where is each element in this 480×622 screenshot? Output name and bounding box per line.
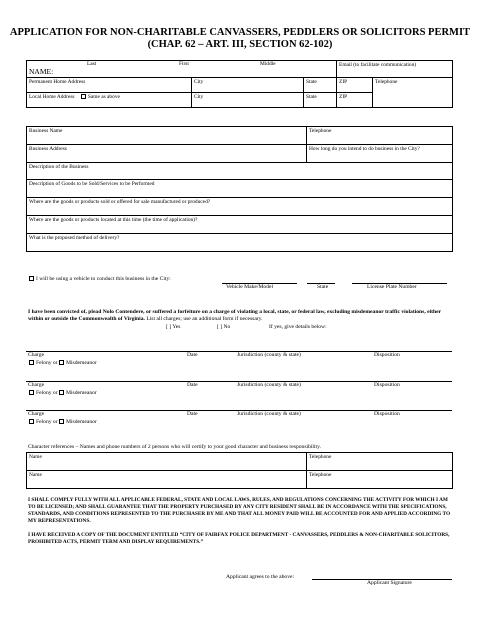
delivery-method-label: What is the proposed method of delivery? (29, 235, 120, 241)
jurisdiction-label: Jurisdiction (county & state) (237, 382, 301, 388)
disposition-label: Disposition (374, 352, 400, 358)
felony-option[interactable]: Felony or Misdemeanor (29, 419, 97, 426)
permanent-address-field[interactable] (27, 78, 192, 93)
vehicle-row (29, 276, 171, 283)
email-field[interactable] (337, 61, 453, 78)
reference-telephone-label: Telephone (309, 454, 332, 460)
conviction-bold-text: I have been convicted of, plead Nolo Contendere, or suffered a forfeiture on a charge of violating a local, state, or federal law, excluding misdemeanor traffic violations, either within or outside the Commonwealth of Virginia. (28, 309, 442, 322)
misdemeanor-checkbox[interactable] (59, 360, 64, 365)
conviction-yes-option[interactable]: [ ] Yes (166, 324, 181, 330)
telephone-label: Telephone (375, 79, 398, 85)
charge-label: Charge (28, 411, 45, 417)
business-address-field[interactable] (27, 145, 307, 163)
middle-label: Middle (260, 61, 276, 67)
where-located-field[interactable] (27, 216, 453, 234)
disposition-label: Disposition (374, 382, 400, 388)
where-manufactured-label: Where are the goods or products sold or offered for sale manufactured or produced? (29, 199, 211, 205)
applicant-table (26, 60, 453, 108)
date-label: Date (187, 352, 198, 358)
compliance-statement: I SHALL COMPLY FULLY WITH ALL APPLICABLE FEDERAL, STATE AND LOCAL LAWS, RULES, AND REGULATIONS CONCERNING THE ACTIVITY FOR WHICH I AM TO BE LICENSED; AND SHALL GUARANTEE THAT THE PROPERTY PURCHASED BY ANY CITY RESIDENT SHALL BE IN ACCORDANCE WITH THE SPECIFICATIONS, STANDARDS, AND CONDITIONS REPRESENTED TO THE PURCHASER BY ME AND THAT ALL MONEY PAID WILL BE ACCOUNTED FOR AND APPLIED ACCORDING TO MY REPRESENTATIONS. (28, 497, 451, 524)
misdemeanor-checkbox[interactable] (59, 390, 64, 395)
form-title: APPLICATION FOR NON-CHARITABLE CANVASSERS, PEDDLERS OR SOLICITORS PERMIT (9, 27, 471, 38)
local-city-label: City (194, 94, 204, 100)
where-located-label: Where are the goods or products located at this time (the time of application)? (29, 217, 198, 223)
date-label: Date (187, 382, 198, 388)
jurisdiction-label: Jurisdiction (county & state) (237, 352, 301, 358)
local-address-label: Local Home Address (29, 94, 75, 100)
felony-checkbox[interactable] (29, 390, 34, 395)
business-telephone-label: Telephone (309, 128, 332, 134)
local-address-field[interactable] (27, 93, 192, 108)
how-long-field[interactable] (307, 145, 453, 163)
reference-telephone-field[interactable] (307, 471, 453, 489)
how-long-label: How long do you intend to do business in the City? (309, 146, 420, 152)
local-state-label: State (306, 94, 317, 100)
vehicle-make-label: Vehicle Make/Model (226, 284, 274, 290)
business-table (26, 126, 453, 252)
reference-name-label: Name (29, 472, 42, 478)
email-label: Email (to facilitate communication) (339, 62, 417, 68)
felony-checkbox[interactable] (29, 360, 34, 365)
agrees-label: Applicant agrees to the above: (226, 574, 295, 580)
conviction-no-option[interactable]: [ ] No (217, 324, 231, 330)
jurisdiction-label: Jurisdiction (county & state) (237, 411, 301, 417)
last-label: Last (87, 61, 97, 67)
reference-name-label: Name (29, 454, 42, 460)
reference-name-field[interactable] (27, 453, 307, 471)
local-state-field[interactable] (304, 93, 337, 108)
reference-telephone-label: Telephone (309, 472, 332, 478)
local-city-field[interactable] (192, 93, 304, 108)
first-label: First (179, 61, 189, 67)
signature-label: Applicant Signature (367, 580, 412, 586)
felony-option[interactable]: Felony or Misdemeanor (29, 360, 97, 367)
where-manufactured-field[interactable] (27, 198, 453, 216)
reference-telephone-field[interactable] (307, 453, 453, 471)
business-address-label: Business Address (29, 146, 67, 152)
business-name-field[interactable] (27, 127, 307, 145)
vehicle-label: I will be using a vehicle to conduct this business in the City: (36, 276, 171, 282)
state-field[interactable] (304, 78, 337, 93)
goods-description-label: Description of Goods to be Sold/Services to be Performed (29, 181, 155, 187)
vehicle-checkbox[interactable] (29, 276, 34, 281)
reference-name-field[interactable] (27, 471, 307, 489)
description-field[interactable] (27, 163, 453, 180)
conviction-normal-text: List all charges; use an additional form if necessary. (146, 316, 263, 322)
zip-field[interactable] (337, 78, 373, 93)
references-table (26, 452, 453, 489)
vehicle-state-label: State (317, 284, 329, 290)
references-intro: Character references – Names and phone numbers of 2 persons who will certify to your good character and business responsibility. (28, 444, 321, 450)
misdemeanor-checkbox[interactable] (59, 419, 64, 424)
description-label: Description of the Business (29, 164, 89, 170)
same-as-above-checkbox[interactable] (81, 94, 86, 99)
telephone-field[interactable] (373, 78, 453, 108)
state-label: State (306, 79, 317, 85)
conviction-if-yes-label: If yes, give details below: (269, 324, 327, 330)
disposition-label: Disposition (374, 411, 400, 417)
felony-checkbox[interactable] (29, 419, 34, 424)
name-field[interactable] (27, 61, 337, 78)
permanent-address-label: Permanent Home Address (29, 79, 86, 85)
business-telephone-field[interactable] (307, 127, 453, 145)
charge-label: Charge (28, 352, 45, 358)
felony-option[interactable]: Felony or Misdemeanor (29, 390, 97, 397)
conviction-statement (28, 309, 456, 323)
city-field[interactable] (192, 78, 304, 93)
zip-label: ZIP (339, 79, 348, 85)
form-subtitle: (CHAP. 62 – ART. III, SECTION 62-102) (147, 39, 333, 50)
goods-description-field[interactable] (27, 180, 453, 198)
name-label: NAME: (29, 67, 54, 76)
business-name-label: Business Name (29, 128, 63, 134)
local-zip-field[interactable] (337, 93, 373, 108)
city-label: City (194, 79, 204, 85)
charge-label: Charge (28, 382, 45, 388)
received-statement: I HAVE RECEIVED A COPY OF THE DOCUMENT ENTITLED “CITY OF FAIRFAX POLICE DEPARTMENT - CANVASSERS, PEDDLERS & NON-CHARITABLE SOLICITORS, PROHIBITED ACTS, PERMIT TERM AND DISPLAY REQUIREMENTS.” (28, 532, 450, 545)
local-zip-label: ZIP (339, 94, 348, 100)
date-label: Date (187, 411, 198, 417)
delivery-method-field[interactable] (27, 234, 453, 252)
vehicle-plate-label: License Plate Number (367, 284, 417, 290)
same-as-above-label: Same as above (87, 94, 120, 100)
